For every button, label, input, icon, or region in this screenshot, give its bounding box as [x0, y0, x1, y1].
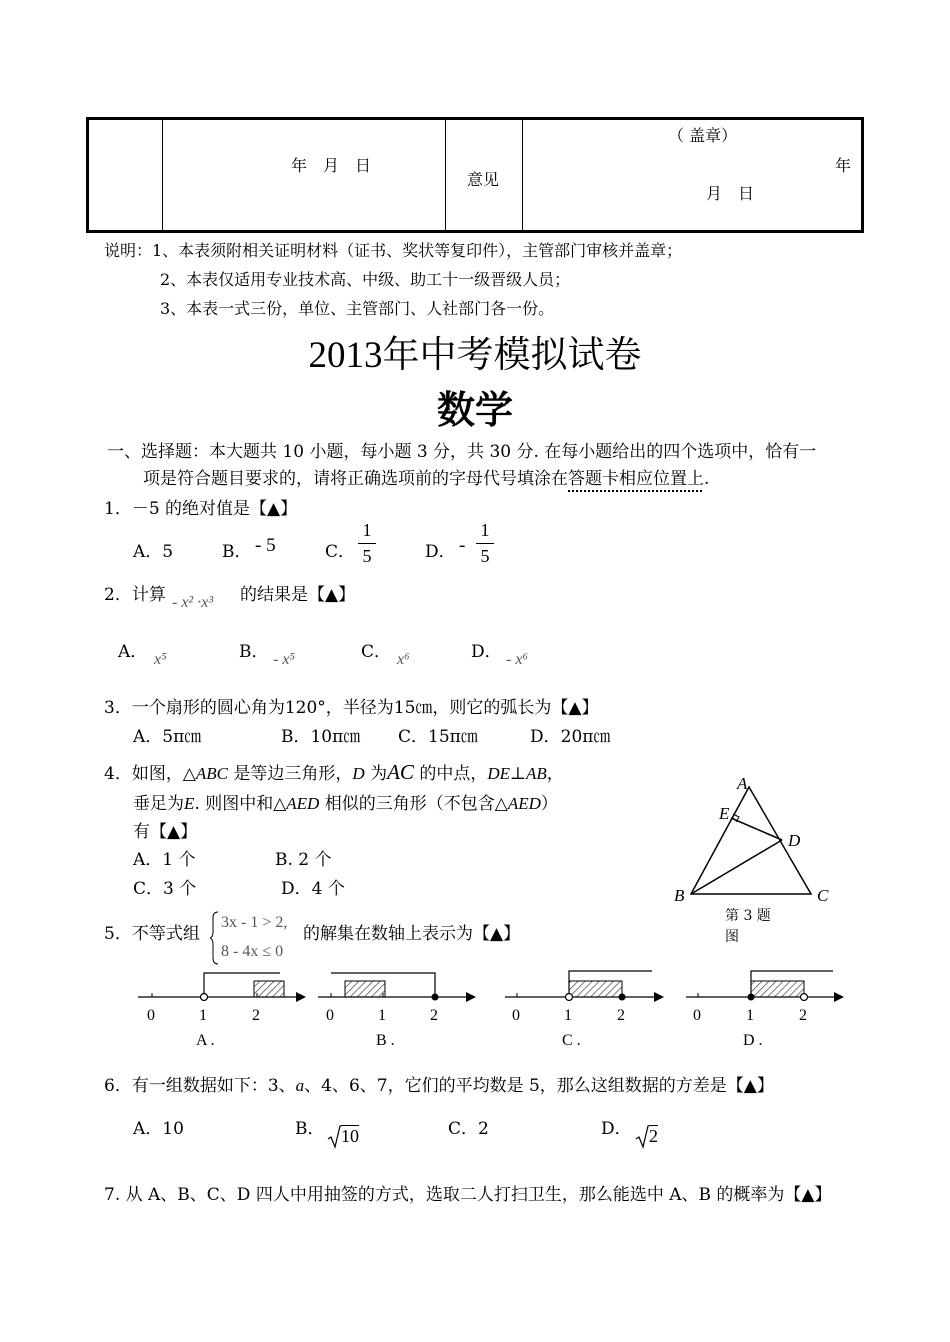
q1-option-c-label: C．: [325, 542, 356, 562]
q4-math: D: [352, 764, 365, 783]
page-title: 2013年中考模拟试卷: [308, 335, 642, 376]
q1-option-b-value: - 5: [255, 535, 276, 556]
note-3: 3、本表一式三份，单位、主管部门、人社部门各一份。: [160, 299, 555, 318]
q4-option-b: B. 2 个: [275, 850, 332, 870]
tick-1: 1: [564, 1007, 572, 1024]
numerator: 1: [362, 520, 372, 540]
emphasized-text: 答题卡相应位置上: [568, 469, 704, 489]
tick-0: 0: [147, 1007, 155, 1024]
fraction-bar: [358, 543, 376, 544]
q1-option-d-label: D．: [425, 542, 456, 562]
point-d-label: D: [788, 831, 801, 850]
vertex-b-label: B: [674, 886, 685, 905]
q3-option-b: B．10π㎝: [281, 727, 361, 747]
tick-1: 1: [746, 1007, 754, 1024]
q2-option-b-expr: - x⁵: [273, 651, 295, 668]
month-day-label: 月 日: [706, 184, 755, 203]
opinion-label: 意见: [467, 170, 500, 189]
triangle-figure: [670, 770, 850, 950]
q6-option-b-value: 10: [341, 1126, 359, 1146]
denominator: 5: [480, 546, 490, 566]
section-period: .: [704, 469, 710, 489]
q4-text: 为: [364, 764, 388, 784]
point-e-label: E: [719, 804, 730, 823]
note-1: 说明：1、本表须附相关证明材料（证书、奖状等复印件），主管部门审核并盖章；: [104, 241, 683, 260]
number-line-c: [505, 971, 664, 1049]
numerator: 1: [480, 520, 490, 540]
q1-option-b-label: B．: [222, 542, 252, 562]
q4-line-3: 有【▲】: [133, 822, 198, 842]
form-cell-date: [163, 119, 446, 232]
q2-option-c-label: C．: [361, 642, 392, 662]
seal-label: （ 盖章）: [668, 126, 738, 145]
q6-option-d-value: 2: [649, 1126, 658, 1146]
vertex-a-label: A: [737, 774, 748, 793]
tick-2: 2: [252, 1007, 260, 1024]
q6-text-part: 6．有一组数据如下：3、: [104, 1076, 296, 1096]
form-cell-opinion: [446, 119, 523, 232]
tick-0: 0: [693, 1007, 701, 1024]
section-instructions-2: [143, 464, 709, 489]
q4-text: ）: [540, 794, 558, 814]
tick-1: 1: [199, 1007, 207, 1024]
q4-math: ABC: [195, 764, 228, 783]
q2-option-a-label: A．: [118, 642, 148, 662]
number-lines: [130, 962, 860, 1052]
q6-variable: a: [295, 1076, 305, 1095]
q3-text: 3．一个扇形的圆心角为120°，半径为15㎝，则它的弧长为【▲】: [104, 698, 599, 718]
q5-prefix: 5．不等式组: [104, 924, 200, 944]
q3-option-a: A．5π㎝: [133, 727, 202, 747]
q4-option-a: A．1 个: [133, 850, 196, 870]
segment-bd: [691, 840, 782, 894]
q4-text: ⊥: [510, 764, 527, 784]
subject-title: 数学: [436, 387, 513, 432]
q4-math: DE: [487, 764, 511, 783]
q5-suffix: 的解集在数轴上表示为【▲】: [303, 924, 521, 944]
q3-option-c: C．15π㎝: [398, 727, 478, 747]
q2-suffix: 的结果是【▲】: [240, 585, 356, 605]
q4-math: AED: [286, 794, 320, 813]
year-label: 年: [835, 156, 852, 175]
section-text: 项是符合题目要求的，请将正确选项前的字母代号填涂在: [143, 469, 568, 489]
q4-text: . 则图中和△: [194, 794, 287, 814]
system-brace: [210, 910, 220, 966]
q4-math: E: [184, 794, 195, 813]
vertex-c-label: C: [817, 886, 829, 905]
q1-option-a: A．5: [133, 542, 174, 562]
q2-option-a-expr: x⁵: [154, 651, 167, 668]
number-line-a: [138, 973, 306, 1049]
q4-text: 相似的三角形（不包含△: [319, 794, 508, 814]
q6-option-d-label: D．: [601, 1119, 632, 1139]
sqrt-sign: [635, 1124, 649, 1150]
form-cell-seal: [523, 119, 863, 232]
q6-option-a: A．10: [133, 1119, 184, 1139]
q4-text: 的中点，: [413, 764, 488, 784]
section-instructions-1: 一、选择题：本大题共 10 小题，每小题 3 分，共 30 分. 在每小题给出的四个选项中，恰有一: [107, 442, 817, 462]
tick-2: 2: [430, 1007, 438, 1024]
sqrt-sign: [327, 1124, 341, 1150]
segment-de: [731, 818, 782, 840]
q6-text-part: 、4、6、7，它们的平均数是 5，那么这组数据的方差是【▲】: [304, 1076, 774, 1096]
option-b-label: B .: [376, 1032, 395, 1049]
q4-text: 4．如图，△: [104, 764, 196, 784]
q1-text: 1．－5 的绝对值是【▲】: [104, 499, 298, 519]
tick-0: 0: [326, 1007, 334, 1024]
q4-math: AB: [526, 764, 547, 783]
number-line-d: [686, 971, 844, 1049]
q2-option-d-label: D．: [471, 642, 502, 662]
q2-prefix: 2．计算: [104, 585, 166, 605]
q2-option-b-label: B．: [239, 642, 269, 662]
figure-caption-2: 图: [725, 929, 739, 945]
q4-math-ac: AC: [387, 760, 414, 784]
option-d-label: D .: [743, 1032, 763, 1049]
fraction-bar: [476, 543, 494, 544]
q2-expression: - x² ·x³: [172, 594, 214, 611]
option-a-label: A .: [196, 1032, 215, 1049]
q4-line-1: [104, 759, 564, 785]
q4-option-c: C．3 个: [133, 879, 197, 899]
q4-text: 垂足为: [133, 794, 184, 814]
form-table: [86, 117, 864, 233]
q6-option-c: C．2: [448, 1119, 489, 1139]
note-2: 2、本表仅适用专业技术高、中级、助工十一级晋级人员；: [160, 270, 571, 289]
tick-2: 2: [799, 1007, 807, 1024]
option-c-label: C .: [562, 1032, 581, 1049]
q7-text: 7. 从 A、B、C、D 四人中用抽签的方式，选取二人打扫卫生，那么能选中 A、B 的概率为【▲】: [104, 1185, 832, 1205]
q4-math: AED: [507, 794, 541, 813]
form-cell-blank: [88, 119, 163, 232]
denominator: 5: [362, 546, 372, 566]
q1-option-d-fraction: [476, 520, 494, 567]
q1-option-c-fraction: [358, 520, 376, 567]
q2-option-c-expr: x⁶: [397, 651, 410, 668]
figure-caption-1: 第 3 题: [725, 908, 771, 924]
tick-1: 1: [378, 1007, 386, 1024]
tick-0: 0: [512, 1007, 520, 1024]
inequality-1: 3x - 1 > 2,: [221, 914, 288, 931]
q4-text: 是等边三角形，: [228, 764, 353, 784]
number-line-b: [318, 973, 476, 1049]
q2-option-d-expr: - x⁶: [506, 651, 528, 668]
tick-2: 2: [617, 1007, 625, 1024]
q4-option-d: D．4 个: [281, 879, 345, 899]
inequality-2: 8 - 4x ≤ 0: [221, 943, 284, 960]
date-label: 年 月 日: [291, 156, 372, 175]
q3-option-d: D．20π㎝: [530, 727, 611, 747]
q4-line-2: [133, 789, 558, 814]
q6-text: [104, 1071, 774, 1096]
q4-text: ，: [546, 764, 564, 784]
q1-option-d-sign: -: [459, 535, 466, 556]
q6-option-b-label: B．: [295, 1119, 325, 1139]
